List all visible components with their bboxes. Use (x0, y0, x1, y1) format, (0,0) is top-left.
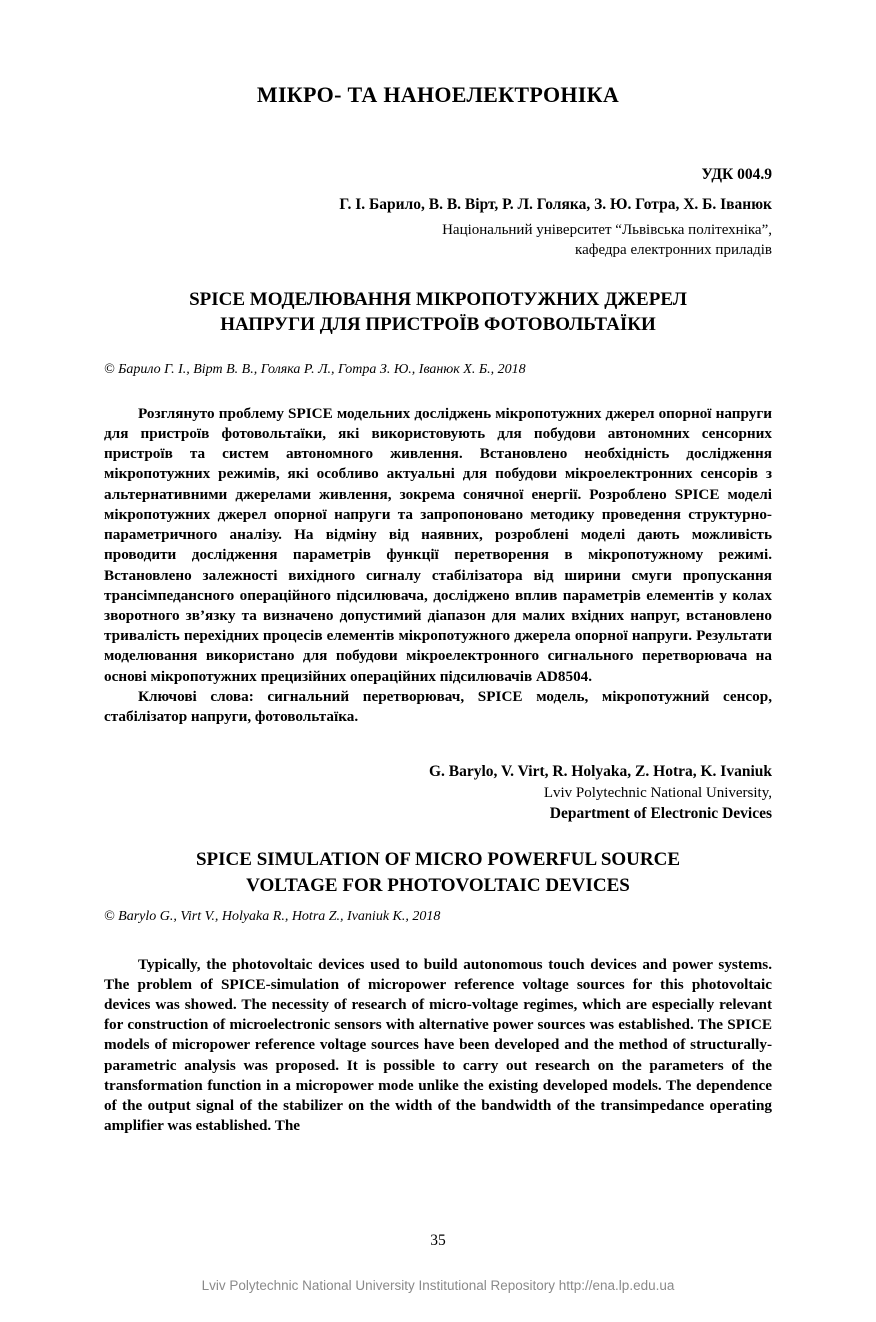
title-line-2: НАПРУГИ ДЛЯ ПРИСТРОЇВ ФОТОВОЛЬТАЇКИ (220, 314, 656, 336)
title-en-line-1: SPICE SIMULATION OF MICRO POWERFUL SOURCE (195, 849, 681, 871)
keywords-ukrainian: Ключові слова: сигнальний перетворювач, SPICE модель, мікропотужний сенсор, стабілізатор напруги, фотовольтаїка. (104, 687, 772, 726)
copyright-english: © Barylo G., Virt V., Holyaka R., Hotra Z., Ivaniuk K., 2018 (104, 908, 441, 924)
section-heading: МІКРО- ТА НАНОЕЛЕКТРОНІКА (256, 82, 620, 107)
affiliation-ukrainian (104, 220, 772, 261)
affiliation-line-2: кафедра електронних приладів (575, 242, 772, 259)
title-en-line-2: VOLTAGE FOR PHOTOVOLTAIC DEVICES (246, 874, 630, 896)
paper-title-ukrainian (104, 287, 772, 338)
paper-title-english (104, 847, 772, 898)
affiliation-line-1: Національний університет “Львівська політехніка”, (442, 222, 772, 238)
udk-code: УДК 004.9 (701, 166, 772, 183)
department-english: Department of Electronic Devices (549, 805, 772, 823)
title-line-1: SPICE МОДЕЛЮВАННЯ МІКРОПОТУЖНИХ ДЖЕРЕЛ (189, 288, 687, 310)
copyright-ukrainian: © Барило Г. І., Вірт В. В., Голяка Р. Л., Готра З. Ю., Іванюк Х. Б., 2018 (104, 361, 526, 377)
authors-ukrainian: Г. І. Барило, В. В. Вірт, Р. Л. Голяка, З. Ю. Готра, Х. Б. Іванюк (339, 196, 772, 213)
repository-footer: Lviv Polytechnic National University Institutional Repository http://ena.lp.edu.ua (201, 1278, 675, 1293)
affiliation-english: Lviv Polytechnic National University, (543, 785, 772, 802)
abstract-english: Typically, the photovoltaic devices used to build autonomous touch devices and power systems. The problem of SPICE-simulation of micropower reference voltage sources for this photovoltaic devices was showed. The necessity of research of micro-voltage regimes, which are especially relevant for construction of microelectronic sensors with alternative power sources was established. The SPICE models of micropower reference voltage sources have been developed and the method of structurally-parametric analysis was proposed. It is possible to carry out research on the parameters of the transformation function in a micropower mode unlike the existing developed models. The dependence of the output signal of the stabilizer on the width of the bandwidth of the transimpedance operating amplifier was established. The (104, 955, 772, 1135)
authors-english: G. Barylo, V. Virt, R. Holyaka, Z. Hotra, K. Ivaniuk (428, 763, 772, 781)
document-page (0, 82, 876, 1322)
page-number: 35 (430, 1232, 446, 1249)
abstract-ukrainian: Розглянуто проблему SPICE модельних досліджень мікропотужних джерел опорної напруги для пристроїв фотовольтаїки, які використовують для побудови автономних сенсорних пристроїв та систем автономного живлення. Встановлено необхідність дослідження мікропотужних режимів, які особливо актуальні для побудови мікроелектронних сенсорів з альтернативними джерелами живлення, зокрема сонячної енергії. Розроблено SPICE моделі мікропотужних джерел опорної напруги та запропоновано методику проведення структурно-параметричного аналізу. На відміну від наявних, розроблені моделі дають можливість проводити дослідження параметрів функції перетворення в мікропотужному режимі. Встановлено залежності вихідного сигналу стабілізатора від ширини смуги пропускання трансімпедансного операційного підсилювача, досліджено вплив параметрів елементів у колах зворотного зв’язку та визначено допустимий діапазон для малих вхідних напруг, встановлено тривалість перехідних процесів елементів мікропотужного джерела опорної напруги. Результати моделювання використано для побудови мікроелектронного сигнального перетворювача на основі мікропотужних прецизійних операційних підсилювачів AD8504. (104, 404, 772, 685)
